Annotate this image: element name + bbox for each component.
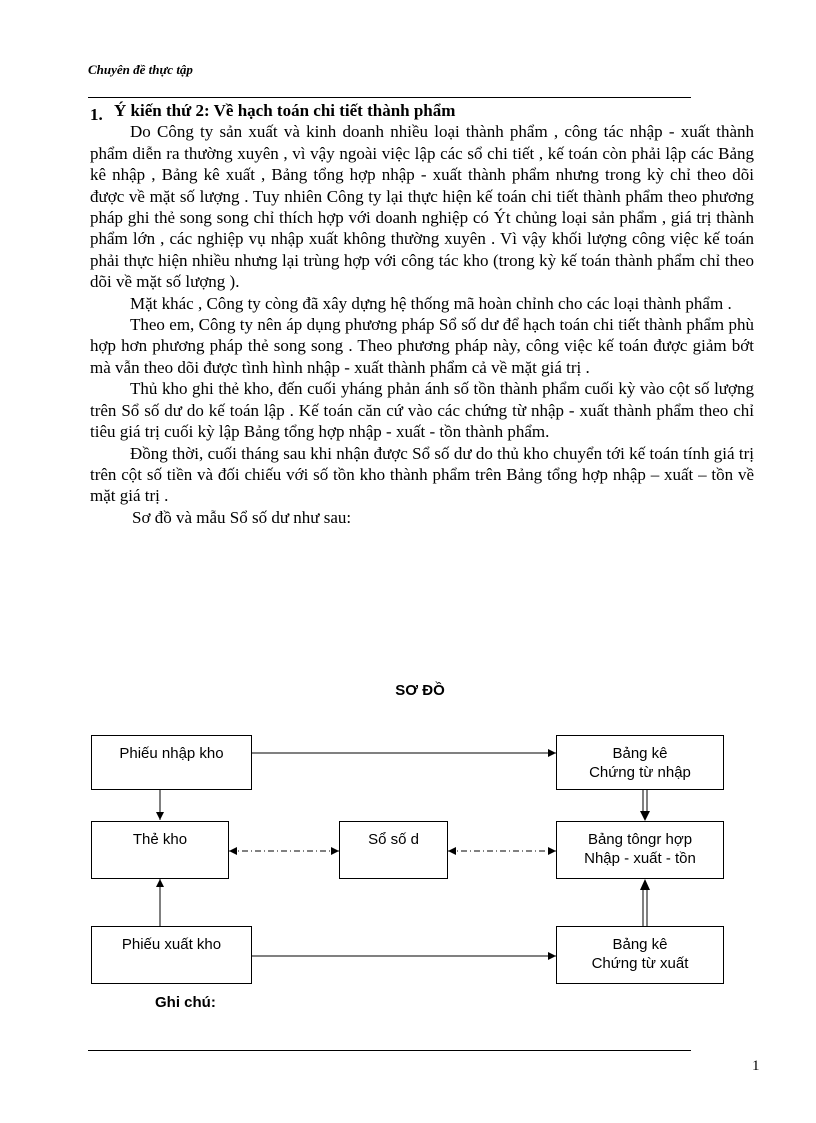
- box-bang-tong-hop-line2: Nhập - xuất - tồn: [584, 850, 696, 867]
- box-phieu-nhap-kho-label: Phiếu nhập kho: [119, 745, 224, 762]
- box-bang-ke-xuat-line2: Chứng từ xuất: [591, 955, 689, 972]
- arrow-bangke-nhap-to-tonghop-head: [640, 811, 650, 821]
- paragraph-4: Thủ kho ghi thẻ kho, đến cuối yháng phản ánh số tồn thành phẩm cuối kỳ vào cột số lượng trên Sổ số dư do kế toán lập . Kế toán căn cứ vào các chứng từ nhập - xuất thành phẩm theo chỉ tiêu giá trị cuối kỳ lập Bảng tổng hợp nhập - xuất - tồn thành phẩm.: [90, 379, 754, 442]
- box-the-kho: [91, 821, 229, 879]
- paragraph-1: Do Công ty sản xuất và kinh doanh nhiều loại thành phẩm , công tác nhập - xuất thành phẩm diễn ra thường xuyên , vì vậy ngoài việc lập các sổ chi tiết , kế toán còn phải lập các Bảng kê nhập , Bảng kê xuất , Bảng tổng hợp nhập - xuất thành phẩm nhưng trong kỳ chỉ theo dõi được về mặt số lượng . Tuy nhiên Công ty lại thực hiện kế toán chi tiết thành phẩm theo phương pháp ghi thẻ song song chỉ thích hợp với doanh nghiệp có Ýt chủng loại sản phẩm , giá trị thành phẩm lớn , các nghiệp vụ nhập xuất không thường xuyên . Vì vậy khối lượng công việc kế toán phải thực hiện nhiều nhưng lại trùng hợp với công tác kho (trong kỳ kế toán thành phẩm chỉ theo dõi về mặt số lượng ).: [90, 122, 754, 292]
- document-header-title: Chuyên đề thực tập: [88, 62, 193, 77]
- paragraph-3: Theo em, Công ty nên áp dụng phương pháp Sổ số dư để hạch toán chi tiết thành phẩm phù hợp hơn phương pháp thẻ song song . Theo phương pháp này, công việc kế toán được giảm bớt mà vẫn theo dõi được tình hình nhập - xuất thành phẩm cả về mặt giá trị .: [90, 315, 754, 377]
- box-the-kho-label: Thẻ kho: [132, 831, 188, 848]
- box-bang-tong-hop: [556, 821, 724, 879]
- legend-label: Ghi chú:: [155, 994, 216, 1011]
- footer-divider: [88, 1050, 691, 1051]
- box-bang-ke-xuat: [556, 926, 724, 984]
- paragraph-5: Đồng thời, cuối tháng sau khi nhận được Sổ số dư do thủ kho chuyển tới kế toán tính giá trị trên cột số tiền và đối chiếu với số tồn kho thành phẩm trên Bảng tổng hợp nhập – xuất – tồn về mặt giá trị .: [90, 443, 754, 506]
- box-bang-ke-nhap: [556, 735, 724, 790]
- arrow-bangke-xuat-to-tonghop-head: [640, 879, 650, 890]
- section-number: 1.: [90, 105, 103, 124]
- box-so-so-du: [339, 821, 448, 879]
- paragraph-2: Mặt khác , Công ty còng đã xây dựng hệ thống mã hoàn chỉnh cho các loại thành phẩm .: [130, 293, 732, 313]
- box-bang-tong-hop-line1: Bảng tôngr hợp: [587, 831, 693, 848]
- section-heading-text: Ý kiến thứ 2: Về hạch toán chi tiết thành phẩm: [114, 101, 456, 120]
- paragraph-6: Sơ đồ và mẫu Sổ số dư như sau:: [132, 507, 352, 527]
- box-phieu-xuat-kho-label: Phiếu xuất kho: [121, 936, 222, 953]
- box-bang-ke-nhap-line2: Chứng từ nhập: [589, 764, 691, 781]
- box-phieu-xuat-kho: [91, 926, 252, 984]
- box-phieu-nhap-kho: [91, 735, 252, 790]
- diagram-title: SƠ ĐỒ: [395, 682, 445, 699]
- box-bang-ke-nhap-line1: Bảng kê: [612, 745, 668, 762]
- page-number: 1: [752, 1058, 760, 1074]
- box-bang-ke-xuat-line1: Bảng kê: [612, 936, 668, 953]
- box-so-so-du-label: Sổ số d: [368, 831, 419, 848]
